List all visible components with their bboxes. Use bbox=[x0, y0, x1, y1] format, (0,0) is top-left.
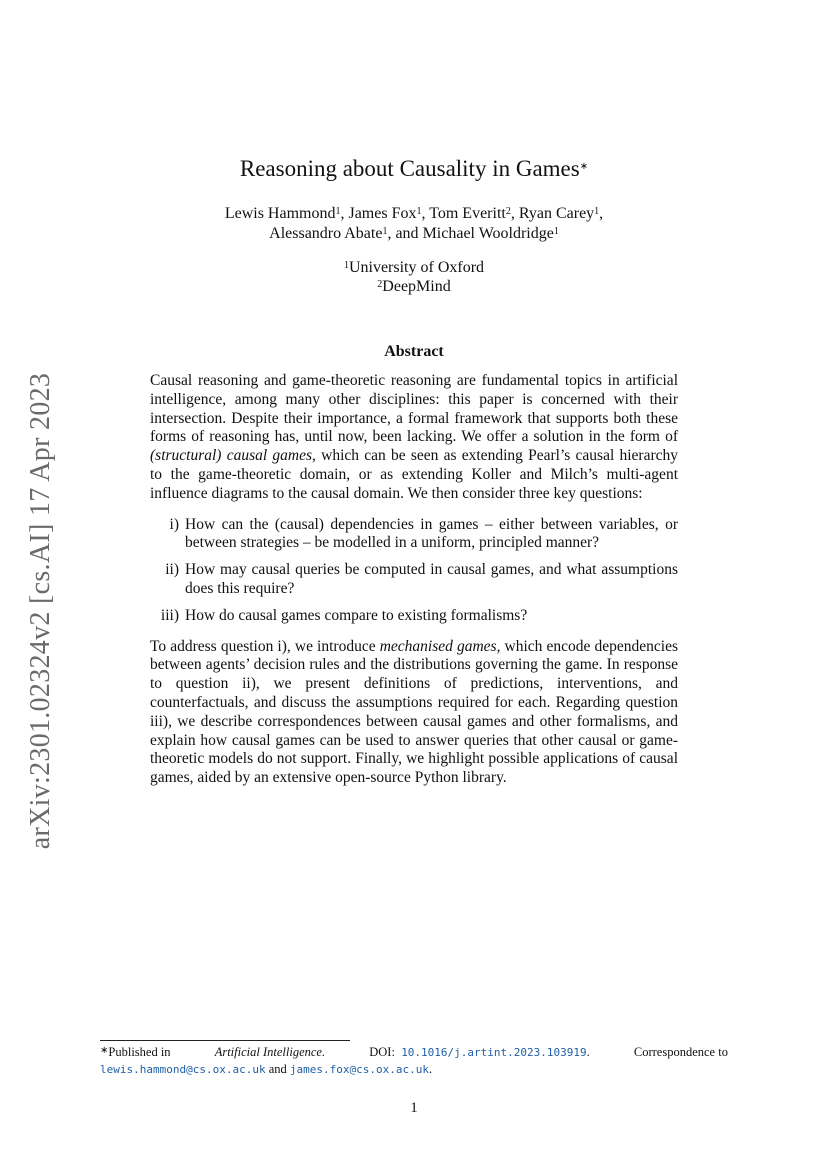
footnote-published bbox=[100, 1044, 171, 1061]
footnote-punct: . bbox=[586, 1045, 590, 1059]
author-affiliation-mark: 2 bbox=[505, 206, 511, 217]
footnote-text: Published in bbox=[108, 1045, 171, 1059]
author-separator: , and bbox=[387, 225, 423, 242]
footnote-divider bbox=[100, 1040, 350, 1041]
author-name: James Fox bbox=[348, 205, 417, 222]
footnote-punct: . bbox=[428, 1062, 433, 1076]
author-name: Alessandro Abate bbox=[269, 225, 383, 242]
author-affiliation-mark: 1 bbox=[594, 206, 600, 217]
affiliation-name: DeepMind bbox=[382, 278, 451, 295]
question-number: i) bbox=[169, 515, 179, 533]
author-separator: , bbox=[421, 205, 430, 222]
footnote-line bbox=[100, 1061, 728, 1078]
abstract-text: Causal reasoning and game-theoretic reasoning are fundamental topics in artificial intelligence, among many other disciplines: this paper is concerned with their intersection. Despite their importance, a formal framework that supports both these forms of reasoning has, until now, been lacking. We offer a solution in the form of bbox=[150, 372, 678, 446]
doi-link[interactable]: 10.1016/j.artint.2023.103919 bbox=[401, 1046, 587, 1059]
email-link-hammond[interactable]: lewis.hammond@cs.ox.ac.uk bbox=[100, 1063, 266, 1076]
question-text: How may causal queries be computed in causal games, and what assumptions does this require? bbox=[185, 561, 678, 597]
author-affiliation-mark: 1 bbox=[553, 226, 559, 237]
abstract-heading: Abstract bbox=[384, 343, 444, 360]
question-text: How can the (causal) dependencies in games – either between variables, or between strategies – be modelled in a uniform, principled manner? bbox=[185, 515, 678, 552]
abstract-text: To address question i), we introduce bbox=[150, 637, 380, 655]
author-separator: , bbox=[340, 205, 349, 222]
footnote-line bbox=[100, 1044, 728, 1061]
author-name: Lewis Hammond bbox=[224, 205, 336, 222]
page-number: 1 bbox=[410, 1100, 418, 1116]
author-name: Tom Everitt bbox=[429, 205, 506, 222]
affiliation-deepmind bbox=[0, 277, 828, 296]
key-questions-list bbox=[150, 516, 678, 626]
abstract-emphasis: mechanised games bbox=[379, 637, 497, 655]
abstract-paragraph-2 bbox=[150, 638, 678, 788]
abstract-text: , which can be seen as extending Pearl’s causal hierarchy to the game-theoretic domain, or as extending Koller and Milch’s multi-agent influence diagrams to the causal domain. We then consider three key questions: bbox=[150, 447, 678, 502]
doi-label: DOI: bbox=[369, 1045, 395, 1059]
author-name: Michael Wooldridge bbox=[422, 225, 554, 242]
paper-title bbox=[0, 155, 828, 183]
question-item bbox=[150, 516, 678, 554]
question-item bbox=[150, 607, 678, 626]
arxiv-identifier-stamp: arXiv:2301.02324v2 [cs.AI] 17 Apr 2023 bbox=[25, 372, 56, 850]
email-link-fox[interactable]: james.fox@cs.ox.ac.uk bbox=[289, 1063, 429, 1076]
question-item bbox=[150, 561, 678, 599]
author-affiliation-mark: 1 bbox=[335, 206, 341, 217]
author-affiliation-mark: 1 bbox=[382, 226, 388, 237]
title-footnote-mark: ∗ bbox=[579, 161, 589, 172]
affiliation-oxford bbox=[0, 258, 828, 277]
footnote-text: and bbox=[268, 1062, 287, 1076]
journal-name: Artificial Intelligence. bbox=[214, 1045, 326, 1059]
author-affiliation-mark: 1 bbox=[416, 206, 422, 217]
affiliation-list bbox=[0, 258, 828, 296]
abstract-paragraph-1 bbox=[150, 372, 678, 504]
author-separator: , bbox=[599, 205, 604, 222]
affiliation-mark: 1 bbox=[343, 260, 349, 271]
author-separator: , bbox=[510, 205, 519, 222]
author-list bbox=[0, 204, 828, 244]
title-footnote bbox=[100, 1044, 728, 1078]
question-number: ii) bbox=[165, 561, 179, 579]
footnote-doi bbox=[369, 1044, 590, 1061]
affiliation-name: University of Oxford bbox=[348, 259, 485, 276]
abstract-emphasis: (structural) causal games bbox=[150, 447, 313, 465]
question-number: iii) bbox=[160, 606, 179, 624]
author-name: Ryan Carey bbox=[518, 205, 595, 222]
footnote-mark: ∗ bbox=[100, 1045, 109, 1056]
affiliation-mark: 2 bbox=[377, 279, 383, 290]
abstract-text: , which encode dependencies between agents’ decision rules and the distributions governing the game. In response to question ii), we present definitions of predictions, interventions, and counterfactuals, and discuss the assumptions required for each. Regarding question iii), we describe correspondences between causal games and other formalisms, and explain how causal games can be used to answer queries that other causal or game-theoretic models do not support. Finally, we highlight possible applications of causal games, aided by an extensive open-source Python library. bbox=[150, 637, 678, 787]
title-text: Reasoning about Causality in Games bbox=[239, 156, 580, 181]
abstract-body bbox=[150, 372, 678, 788]
question-text: How do causal games compare to existing formalisms? bbox=[185, 606, 528, 624]
footnote-correspondence: Correspondence to bbox=[633, 1045, 728, 1059]
